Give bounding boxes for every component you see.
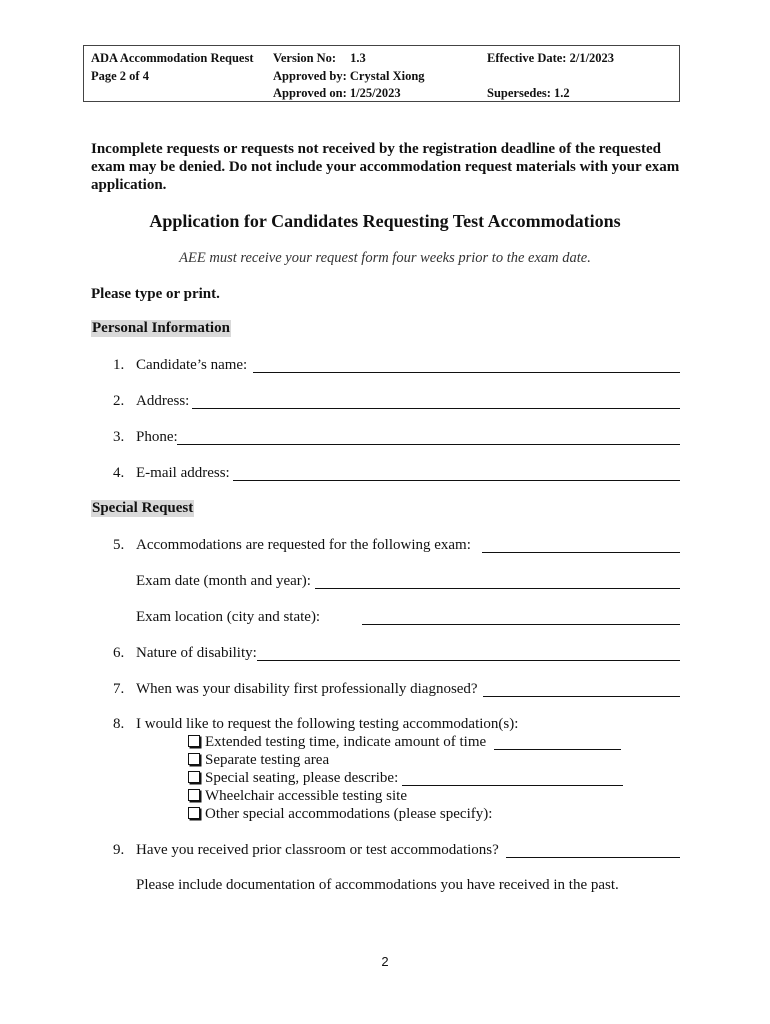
candidate-name-field[interactable] <box>253 372 680 373</box>
candidate-name-label: Candidate’s name: <box>136 357 248 373</box>
extended-time-field[interactable] <box>494 749 621 750</box>
intro-warning: Incomplete requests or requests not received by the registration deadline of the requested exam may be denied. Do not include your accommodation request materials with your exam application. <box>91 141 680 193</box>
header-right <box>487 50 614 103</box>
header-left <box>91 50 254 85</box>
address-label: Address: <box>136 393 190 409</box>
doc-title: ADA Accommodation Request <box>91 51 254 65</box>
field-number: 7. <box>113 681 125 697</box>
diagnosed-field[interactable] <box>483 696 680 697</box>
address-field[interactable] <box>192 408 680 409</box>
exam-date-field[interactable] <box>315 588 680 589</box>
checkbox-icon[interactable] <box>188 771 200 783</box>
prior-accommodations-field[interactable] <box>506 857 680 858</box>
header-middle <box>273 50 425 103</box>
field-number: 5. <box>113 537 125 553</box>
version-value: 1.3 <box>350 51 366 65</box>
field-number: 1. <box>113 357 125 373</box>
checkbox-icon[interactable] <box>188 807 200 819</box>
page-number: 2 <box>381 954 389 969</box>
documentation-note: Please include documentation of accommodations you have received in the past. <box>136 877 619 893</box>
checkbox-icon[interactable] <box>188 735 200 747</box>
section-personal-information: Personal Information <box>92 320 230 336</box>
field-number: 9. <box>113 842 125 858</box>
approved-by-row: Approved by: Crystal Xiong <box>273 68 425 83</box>
field-number: 3. <box>113 429 125 445</box>
effective-date-row: Effective Date: 2/1/2023 <box>487 51 615 65</box>
checkbox-icon[interactable] <box>188 753 200 765</box>
approved-by-value: Crystal Xiong <box>349 68 425 83</box>
prior-accommodations-label: Have you received prior classroom or test accommodations? <box>136 842 499 858</box>
version-row: Version No: 1.3 <box>273 51 366 65</box>
disability-field[interactable] <box>257 660 680 661</box>
document-header <box>83 45 680 102</box>
option-special-seating[interactable]: Special seating, please describe: <box>188 770 398 787</box>
page-indicator: Page 2 of 4 <box>91 68 149 83</box>
diagnosed-label: When was your disability first professionally diagnosed? <box>136 681 478 697</box>
effective-date-value: 2/1/2023 <box>569 51 615 65</box>
email-field[interactable] <box>233 480 680 481</box>
approved-on-row: Approved on: 1/25/2023 <box>273 86 401 100</box>
option-separate-area[interactable]: Separate testing area <box>188 752 329 769</box>
special-seating-field[interactable] <box>402 785 623 786</box>
accommodation-request-label: I would like to request the following testing accommodation(s): <box>136 716 519 732</box>
exam-location-field[interactable] <box>362 624 680 625</box>
option-other[interactable]: Other special accommodations (please specify): <box>188 806 492 823</box>
phone-field[interactable] <box>177 444 680 445</box>
page-title: Application for Candidates Requesting Test Accommodations <box>149 211 621 231</box>
approved-on-value: 1/25/2023 <box>349 86 401 100</box>
phone-label: Phone: <box>136 429 178 445</box>
disability-label: Nature of disability: <box>136 645 257 661</box>
field-number: 8. <box>113 716 125 732</box>
exam-date-label: Exam date (month and year): <box>136 573 311 589</box>
supersedes-value: 1.2 <box>554 86 570 100</box>
option-extended-time[interactable]: Extended testing time, indicate amount of time <box>188 734 486 751</box>
section-special-request: Special Request <box>92 500 194 516</box>
exam-requested-field[interactable] <box>482 552 680 553</box>
field-number: 6. <box>113 645 125 661</box>
type-note: Please type or print. <box>91 286 220 302</box>
subtitle: AEE must receive your request form four weeks prior to the exam date. <box>179 250 591 266</box>
option-wheelchair-site[interactable]: Wheelchair accessible testing site <box>188 788 407 805</box>
supersedes-row: Supersedes: 1.2 <box>487 86 570 100</box>
exam-location-label: Exam location (city and state): <box>136 609 321 625</box>
exam-requested-label: Accommodations are requested for the following exam: <box>136 537 471 553</box>
field-number: 4. <box>113 465 125 481</box>
checkbox-icon[interactable] <box>188 789 200 801</box>
email-label: E-mail address: <box>136 465 230 481</box>
field-number: 2. <box>113 393 125 409</box>
